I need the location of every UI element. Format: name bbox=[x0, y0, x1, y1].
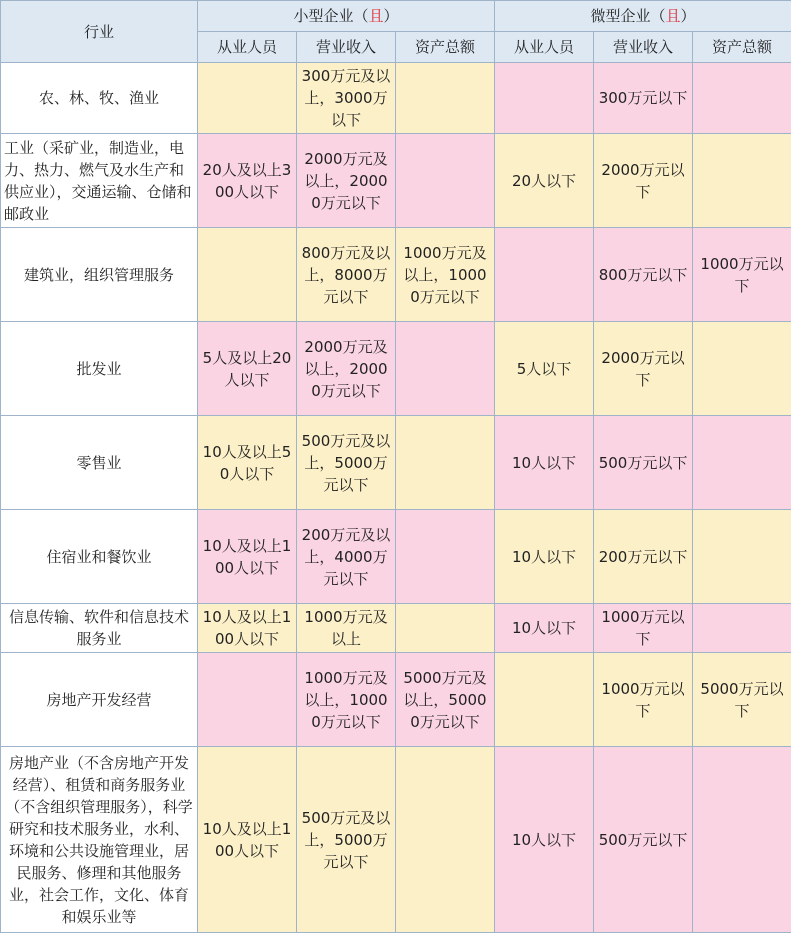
small-employees-cell: 20人及以上300人以下 bbox=[198, 134, 297, 228]
small-assets-cell bbox=[396, 134, 495, 228]
industry-cell: 农、林、牧、渔业 bbox=[1, 63, 198, 134]
industry-cell: 住宿业和餐饮业 bbox=[1, 510, 198, 604]
micro-revenue-cell: 500万元以下 bbox=[594, 747, 693, 933]
small-revenue-cell: 1000万元及以上 bbox=[297, 604, 396, 653]
industry-cell: 工业（采矿业，制造业，电力、热力、燃气及水生产和供应业），交通运输、仓储和邮政业 bbox=[1, 134, 198, 228]
header-micro-enterprise: 微型企业（且） bbox=[495, 1, 791, 32]
table-row bbox=[1, 322, 791, 416]
micro-employees-cell bbox=[495, 228, 594, 322]
header-industry: 行业 bbox=[1, 1, 198, 63]
small-employees-cell: 5人及以上20人以下 bbox=[198, 322, 297, 416]
micro-assets-cell bbox=[693, 63, 791, 134]
table-row bbox=[1, 63, 791, 134]
small-revenue-cell: 200万元及以上，4000万元以下 bbox=[297, 510, 396, 604]
micro-employees-cell: 10人以下 bbox=[495, 604, 594, 653]
header-micro-assets: 资产总额 bbox=[693, 32, 791, 63]
table-row bbox=[1, 228, 791, 322]
small-employees-cell: 10人及以上100人以下 bbox=[198, 510, 297, 604]
small-assets-cell bbox=[396, 322, 495, 416]
header-small-employees: 从业人员 bbox=[198, 32, 297, 63]
small-assets-cell: 5000万元及以上，50000万元以下 bbox=[396, 653, 495, 747]
industry-cell: 批发业 bbox=[1, 322, 198, 416]
industry-cell: 信息传输、软件和信息技术服务业 bbox=[1, 604, 198, 653]
micro-revenue-cell: 2000万元以下 bbox=[594, 322, 693, 416]
emphasis-and: 且 bbox=[666, 7, 681, 25]
micro-employees-cell: 20人以下 bbox=[495, 134, 594, 228]
small-assets-cell bbox=[396, 416, 495, 510]
table-row bbox=[1, 510, 791, 604]
micro-assets-cell: 5000万元以下 bbox=[693, 653, 791, 747]
header-micro-revenue: 营业收入 bbox=[594, 32, 693, 63]
small-revenue-cell: 500万元及以上，5000万元以下 bbox=[297, 416, 396, 510]
industry-cell: 零售业 bbox=[1, 416, 198, 510]
small-revenue-cell: 800万元及以上，8000万元以下 bbox=[297, 228, 396, 322]
micro-assets-cell bbox=[693, 322, 791, 416]
small-employees-cell bbox=[198, 653, 297, 747]
micro-assets-cell bbox=[693, 134, 791, 228]
industry-cell: 房地产开发经营 bbox=[1, 653, 198, 747]
micro-assets-cell bbox=[693, 604, 791, 653]
micro-revenue-cell: 800万元以下 bbox=[594, 228, 693, 322]
micro-assets-cell: 1000万元以下 bbox=[693, 228, 791, 322]
header-small-assets: 资产总额 bbox=[396, 32, 495, 63]
small-employees-cell: 10人及以上100人以下 bbox=[198, 747, 297, 933]
micro-employees-cell bbox=[495, 653, 594, 747]
small-employees-cell bbox=[198, 63, 297, 134]
small-revenue-cell: 500万元及以上，5000万元以下 bbox=[297, 747, 396, 933]
small-assets-cell bbox=[396, 510, 495, 604]
table-row bbox=[1, 416, 791, 510]
micro-employees-cell: 10人以下 bbox=[495, 747, 594, 933]
micro-revenue-cell: 1000万元以下 bbox=[594, 604, 693, 653]
micro-assets-cell bbox=[693, 416, 791, 510]
micro-employees-cell: 10人以下 bbox=[495, 510, 594, 604]
small-employees-cell: 10人及以上50人以下 bbox=[198, 416, 297, 510]
small-assets-cell: 1000万元及以上，10000万元以下 bbox=[396, 228, 495, 322]
industry-cell: 房地产业（不含房地产开发经营）、租赁和商务服务业（不含组织管理服务），科学研究和技术服务业，水利、环境和公共设施管理业，居民服务、修理和其他服务业，社会工作，文化、体育和娱乐业等 bbox=[1, 747, 198, 933]
micro-employees-cell: 10人以下 bbox=[495, 416, 594, 510]
micro-assets-cell bbox=[693, 510, 791, 604]
small-revenue-cell: 2000万元及以上，20000万元以下 bbox=[297, 322, 396, 416]
micro-employees-cell bbox=[495, 63, 594, 134]
header-small-enterprise: 小型企业（且） bbox=[198, 1, 495, 32]
table-row bbox=[1, 747, 791, 933]
small-assets-cell bbox=[396, 747, 495, 933]
small-assets-cell bbox=[396, 63, 495, 134]
micro-employees-cell: 5人以下 bbox=[495, 322, 594, 416]
emphasis-and: 且 bbox=[369, 7, 384, 25]
table-row bbox=[1, 134, 791, 228]
micro-assets-cell bbox=[693, 747, 791, 933]
table-row bbox=[1, 653, 791, 747]
header-micro-employees: 从业人员 bbox=[495, 32, 594, 63]
header-small-revenue: 营业收入 bbox=[297, 32, 396, 63]
small-employees-cell bbox=[198, 228, 297, 322]
micro-revenue-cell: 200万元以下 bbox=[594, 510, 693, 604]
table-row bbox=[1, 604, 791, 653]
small-assets-cell bbox=[396, 604, 495, 653]
small-revenue-cell: 300万元及以上，3000万以下 bbox=[297, 63, 396, 134]
small-revenue-cell: 2000万元及以上，20000万元以下 bbox=[297, 134, 396, 228]
micro-revenue-cell: 300万元以下 bbox=[594, 63, 693, 134]
small-employees-cell: 10人及以上100人以下 bbox=[198, 604, 297, 653]
micro-revenue-cell: 2000万元以下 bbox=[594, 134, 693, 228]
micro-revenue-cell: 500万元以下 bbox=[594, 416, 693, 510]
small-revenue-cell: 1000万元及以上，10000万元以下 bbox=[297, 653, 396, 747]
micro-revenue-cell: 1000万元以下 bbox=[594, 653, 693, 747]
industry-cell: 建筑业，组织管理服务 bbox=[1, 228, 198, 322]
